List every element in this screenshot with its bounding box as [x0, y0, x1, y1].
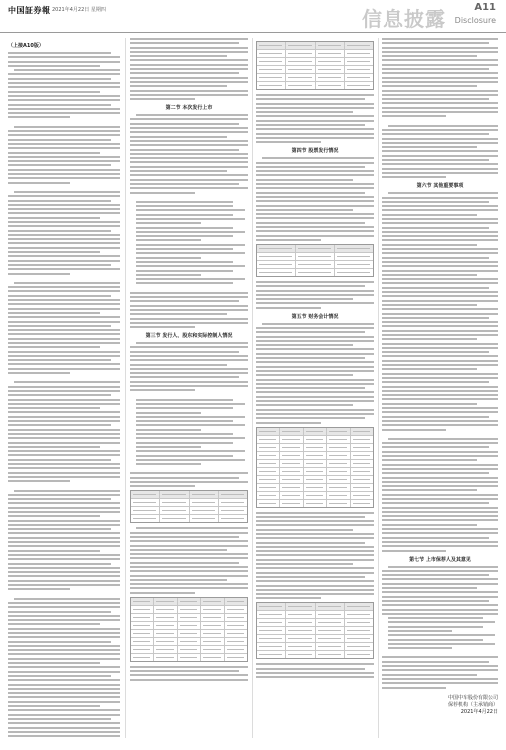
column-divider: [378, 38, 379, 738]
share-structure-table: [256, 41, 374, 90]
article-column-3: [256, 38, 374, 738]
column-divider: [125, 38, 126, 738]
sponsor-label: 保荐机构（主承销商）: [447, 701, 498, 708]
continued-from-label: （上接A10版）: [8, 43, 44, 49]
section-heading: 第七节 上市保荐人及其意见: [409, 556, 471, 563]
section-heading: 第二节 本次发行上市: [165, 105, 213, 112]
column-divider: [252, 38, 253, 738]
page-number: A11: [474, 2, 496, 13]
article-column-1: [8, 38, 120, 738]
signoff-date: 2021年4月22日: [460, 708, 498, 715]
offering-table: [256, 244, 374, 277]
section-heading: 第五节 财务会计情况: [291, 313, 339, 320]
signoff-block: [382, 695, 498, 716]
section-heading: 第六节 其他重要事项: [416, 183, 464, 190]
article-column-2: [130, 38, 248, 738]
newspaper-name: 中国証券報: [8, 5, 51, 15]
masthead: [0, 0, 506, 33]
results-table: [256, 602, 374, 659]
article-column-4: [382, 38, 498, 738]
shareholding-table: [130, 490, 248, 523]
issuer-name: 中国中车股份有限公司: [447, 694, 498, 701]
shareholder-table: [130, 597, 248, 662]
edition-meta: 2021年4月22日 星期四: [52, 7, 106, 13]
section-title: 信息披露: [362, 7, 446, 31]
financial-table: [256, 427, 374, 508]
section-heading: 第三节 发行人、股东和实际控制人情况: [145, 333, 233, 340]
section-heading: 第四节 股票发行情况: [291, 148, 339, 155]
section-title-en: Disclosure: [454, 16, 496, 25]
